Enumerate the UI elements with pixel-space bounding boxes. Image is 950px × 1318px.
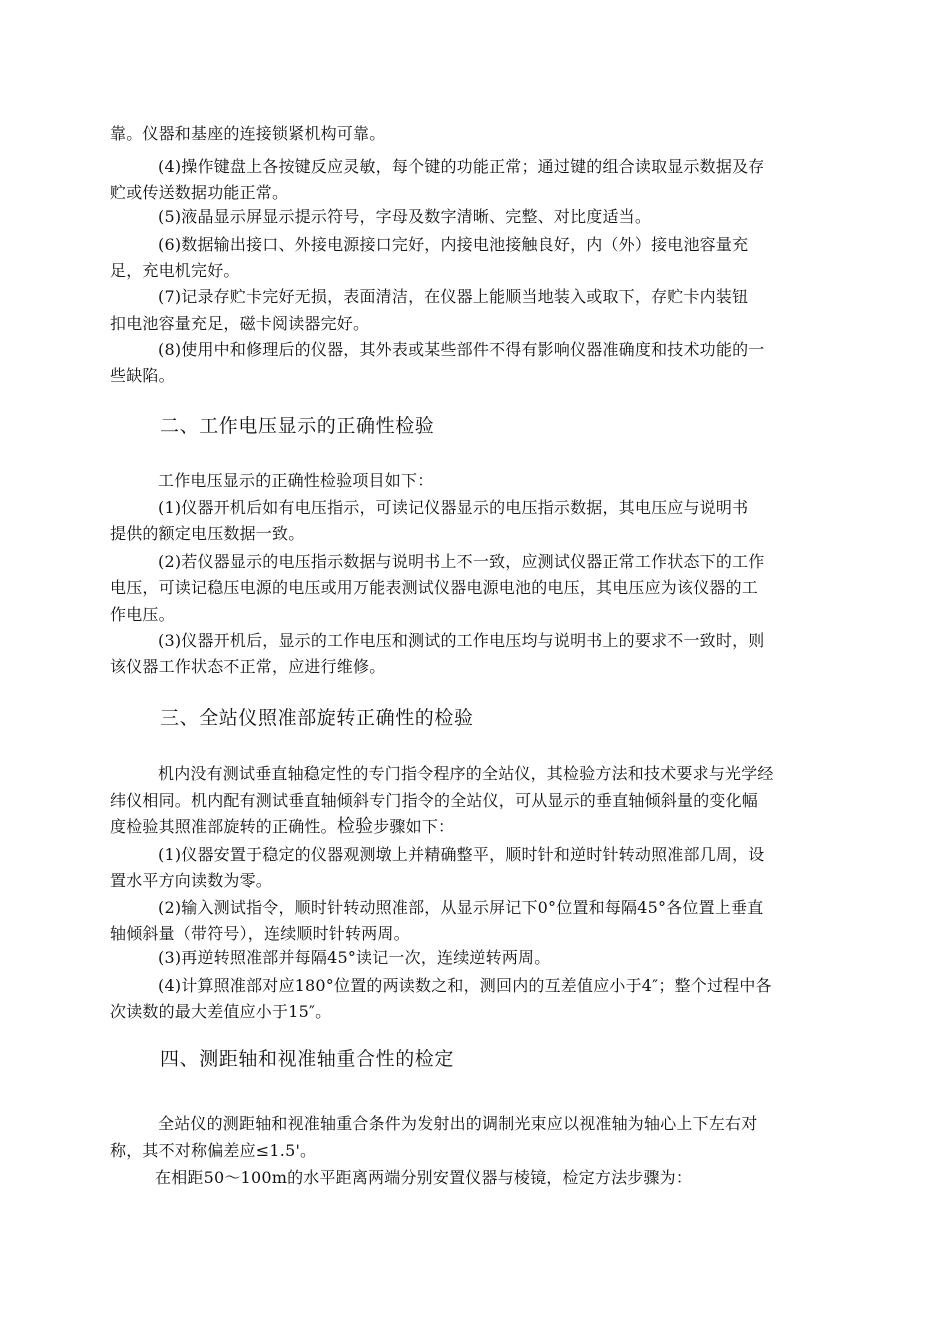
paragraph-line — [110, 817, 454, 837]
paragraph-line: 置水平方向读数为零。 — [110, 871, 273, 890]
paragraph-line: (8)使用中和修理后的仪器，其外表或某些部件不得有影响仪器准确度和技术功能的一 — [158, 340, 765, 359]
paragraph-line: 工作电压显示的正确性检验项目如下： — [158, 471, 434, 490]
paragraph-line: (5)液晶显示屏显示提示符号，字母及数字清晰、完整、对比度适当。 — [158, 207, 652, 226]
paragraph-line: 贮或传送数据功能正常。 — [110, 183, 289, 202]
paragraph-line: 作电压。 — [110, 605, 175, 624]
paragraph-line: (4)计算照准部对应180°位置的两读数之和，测回内的互差值应小于4″；整个过程中各 — [158, 976, 772, 995]
paragraph-line: (6)数据输出接口、外接电源接口完好，内接电池接触良好，内（外）接电池容量充 — [158, 235, 749, 254]
paragraph-line: (3)再逆转照准部并每隔45°读记一次，连续逆转两周。 — [158, 948, 551, 967]
paragraph-line: 在相距50～100m的水平距离两端分别安置仪器与棱镜，检定方法步骤为： — [155, 1168, 693, 1187]
paragraph-line: 轴倾斜量（带符号），连续顺时针转两周。 — [110, 924, 410, 943]
paragraph-line: (2)输入测试指令，顺时针转动照准部，从显示屏记下0°位置和每隔45°各位置上垂直 — [158, 898, 764, 917]
paragraph-line: 全站仪的测距轴和视准轴重合条件为发射出的调制光束应以视准轴为轴心上下左右对 — [158, 1114, 758, 1133]
paragraph-line: 些缺陷。 — [110, 366, 175, 385]
paragraph-line: (3)仪器开机后，显示的工作电压和测试的工作电压均与说明书上的要求不一致时，则 — [158, 631, 765, 650]
paragraph-text: 步骤如下： — [373, 817, 455, 836]
paragraph-text-large: 检验 — [336, 816, 374, 837]
paragraph-line: 次读数的最大差值应小于15″。 — [110, 1002, 332, 1021]
paragraph-text: 度检验其照准部旋转的正确性。 — [110, 817, 337, 836]
section-heading: 四、测距轴和视准轴重合性的检定 — [160, 1048, 455, 1070]
paragraph-line: 该仪器工作状态不正常，应进行维修。 — [110, 657, 386, 676]
paragraph-line: 电压，可读记稳压电源的电压或用万能表测试仪器电源电池的电压，其电压应为该仪器的工 — [110, 578, 759, 597]
paragraph-line: (2)若仪器显示的电压指示数据与说明书上不一致，应测试仪器正常工作状态下的工作 — [158, 552, 765, 571]
paragraph-line: (4)操作键盘上各按键反应灵敏，每个键的功能正常；通过键的组合读取显示数据及存 — [158, 157, 765, 176]
paragraph-line: (1)仪器开机后如有电压指示，可读记仪器显示的电压指示数据，其电压应与说明书 — [158, 498, 749, 517]
section-heading: 二、工作电压显示的正确性检验 — [160, 415, 435, 437]
paragraph-line: 提供的额定电压数据一致。 — [110, 524, 305, 543]
paragraph-line: 机内没有测试垂直轴稳定性的专门指令程序的全站仪，其检验方法和技术要求与光学经 — [158, 764, 774, 783]
paragraph-line: 足，充电机完好。 — [110, 261, 240, 280]
paragraph-line: 扣电池容量充足，磁卡阅读器完好。 — [110, 314, 370, 333]
paragraph-line: 靠。仪器和基座的连接锁紧机构可靠。 — [110, 124, 386, 143]
paragraph-line: (7)记录存贮卡完好无损，表面清洁，在仪器上能顺当地装入或取下，存贮卡内装钮 — [158, 287, 749, 306]
paragraph-line: 称，其不对称偏差应≤1.5'。 — [110, 1141, 317, 1160]
paragraph-line: (1)仪器安置于稳定的仪器观测墩上并精确整平，顺时针和逆时针转动照准部几周，设 — [158, 845, 765, 864]
section-heading: 三、全站仪照准部旋转正确性的检验 — [160, 707, 474, 729]
paragraph-line: 纬仪相同。机内配有测试垂直轴倾斜专门指令的全站仪，可从显示的垂直轴倾斜量的变化幅 — [110, 791, 759, 810]
